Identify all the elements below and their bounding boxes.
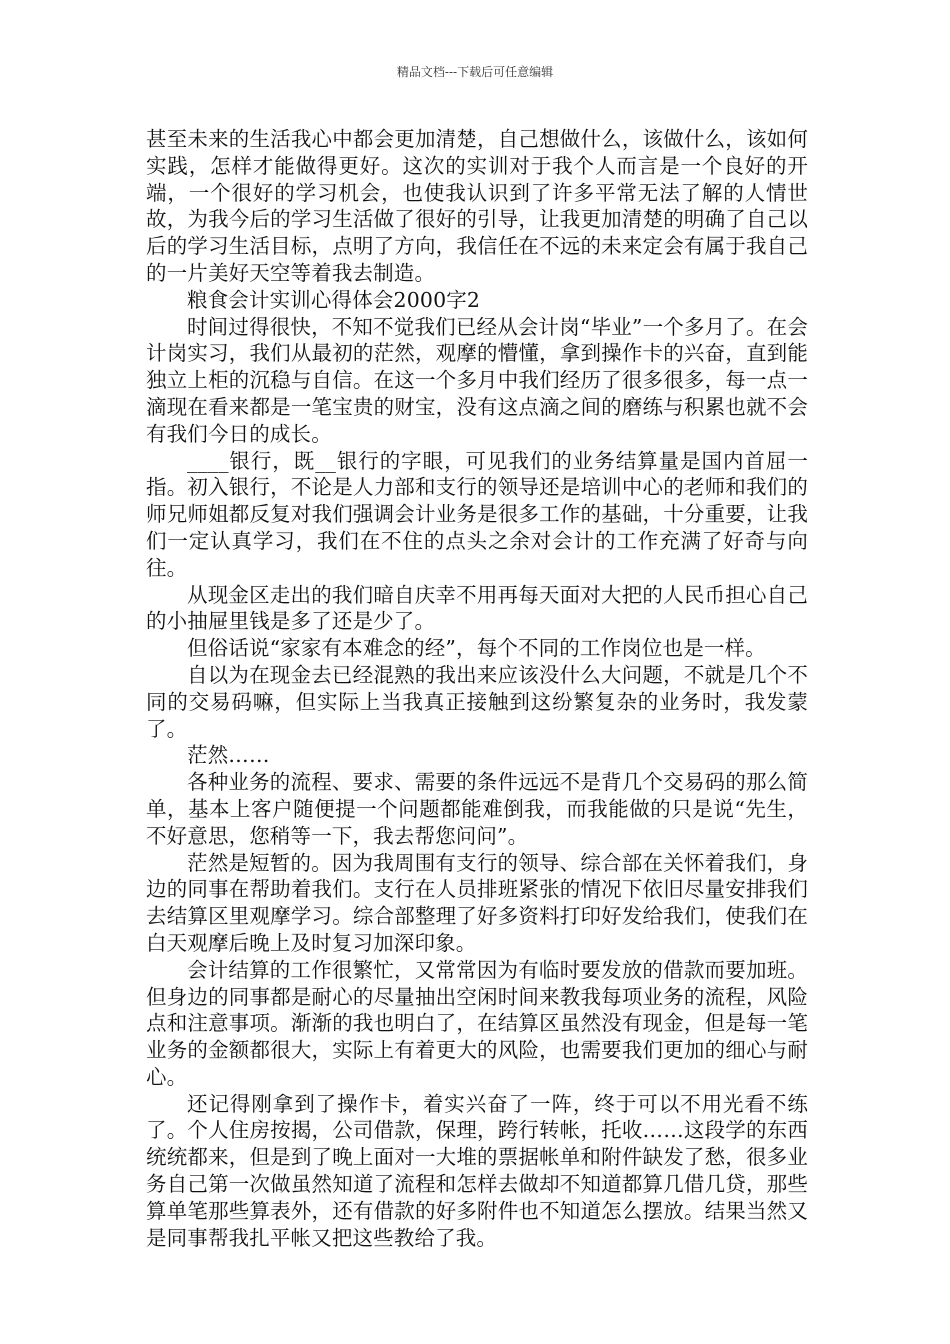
paragraph: 茫然是短暂的。因为我周围有支行的领导、综合部在关怀着我们，身边的同事在帮助着我们。支行在人员排班紧张的情况下依旧尽量安排我们去结算区里观摩学习。综合部整理了好多资料打印好发给我们，使我们在白天观摩后晚上及时复习加深印象。 bbox=[146, 850, 808, 955]
paragraph: 时间过得很快，不知不觉我们已经从会计岗“毕业”一个多月了。在会计岗实习，我们从最初的茫然，观摩的懵懂，拿到操作卡的兴奋，直到能独立上柜的沉稳与自信。在这一个多月中我们经历了很多很多，每一点一滴现在看来都是一笔宝贵的财宝，没有这点滴之间的磨练与积累也就不会有我们今日的成长。 bbox=[146, 314, 808, 446]
paragraph: 茫然…… bbox=[187, 743, 270, 768]
paragraph: 还记得刚拿到了操作卡，着实兴奋了一阵，终于可以不用光看不练了。个人住房按揭，公司借款，保理，跨行转帐，托收……这段学的东西统统都来，但是到了晚上面对一大堆的票据帐单和附件缺发了愁，很多业务自己第一次做虽然知道了流程和怎样去做却不知道都算几借几贷，那些算单笔那些算表外，还有借款的好多附件也不知道怎么摆放。结果当然又是同事帮我扎平帐又把这些教给了我。 bbox=[146, 1091, 808, 1250]
paragraph: 会计结算的工作很繁忙，又常常因为有临时要发放的借款而要加班。但身边的同事都是耐心的尽量抽出空闲时间来教我每项业务的流程，风险点和注意事项。渐渐的我也明白了，在结算区虽然没有现金，但是每一笔业务的金额都很大，实际上有着更大的风险，也需要我们更加的细心与耐心。 bbox=[146, 957, 808, 1089]
paragraph: 自以为在现金去已经混熟的我出来应该没什么大问题，不就是几个不同的交易码嘛，但实际上当我真正接触到这纷繁复杂的业务时，我发蒙了。 bbox=[146, 662, 808, 741]
page-header: 精品文档---下载后可任意编辑 bbox=[396, 65, 554, 79]
section-heading: 粮食会计实训心得体会2000字2 bbox=[187, 287, 481, 312]
document-body bbox=[146, 126, 808, 1251]
paragraph: 但俗话说“家家有本难念的经”，每个不同的工作岗位也是一样。 bbox=[187, 636, 766, 661]
paragraph: 甚至未来的生活我心中都会更加清楚，自己想做什么，该做什么，该如何实践，怎样才能做得更好。这次的实训对于我个人而言是一个良好的开端，一个很好的学习机会，也使我认识到了许多平常无法了解的人情世故，为我今后的学习生活做了很好的引导，让我更加清楚的明确了自己以后的学习生活目标，点明了方向，我信任在不远的未来定会有属于我自己的一片美好天空等着我去制造。 bbox=[146, 127, 808, 285]
paragraph: 各种业务的流程、要求、需要的条件远远不是背几个交易码的那么简单，基本上客户随便提一个问题都能难倒我，而我能做的只是说“先生，不好意思，您稍等一下，我去帮您问问”。 bbox=[146, 770, 808, 848]
paragraph: ____银行，既__银行的字眼，可见我们的业务结算量是国内首屈一指。初入银行，不论是人力部和支行的领导还是培训中心的老师和我们的师兄师姐都反复对我们强调会计业务是很多工作的基础，十分重要，让我们一定认真学习，我们在不住的点头之余对会计的工作充满了好奇与向往。 bbox=[146, 448, 808, 580]
paragraph: 从现金区走出的我们暗自庆幸不用再每天面对大把的人民币担心自己的小抽屉里钱是多了还是少了。 bbox=[146, 582, 808, 634]
